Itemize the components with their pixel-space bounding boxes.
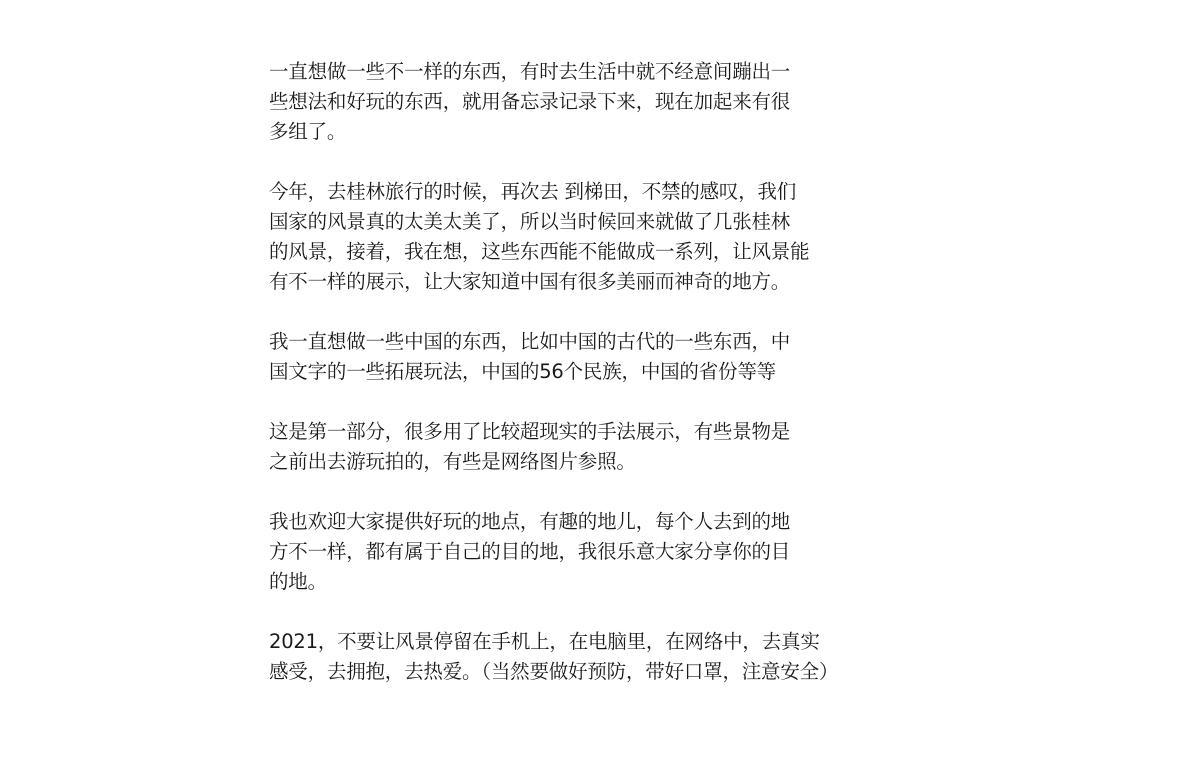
paragraph-intro: 一直想做一些不一样的东西，有时去生活中就不经意间蹦出一 些想法和好玩的东西，就用备忘录记录下来，现在加起来有很 多组了。 <box>269 60 791 143</box>
article-body <box>269 57 844 687</box>
paragraph-invitation: 我也欢迎大家提供好玩的地点，有趣的地儿，每个人去到的地 方不一样，都有属于自己的目的地，我很乐意大家分享你的目 的地。 <box>269 510 791 593</box>
paragraph-guilin-trip: 今年，去桂林旅行的时候，再次去 到梯田，不禁的感叹，我们 国家的风景真的太美太美了，所以当时候回来就做了几张桂林 的风景，接着，我在想，这些东西能不能做成一系列，让风景能 有不一样的展示，让大家知道中国有很多美丽而神奇的地方。 <box>269 180 810 293</box>
paragraph-closing: 2021，不要让风景停留在手机上，在电脑里，在网络中，去真实 感受，去拥抱，去热爱。（当然要做好预防，带好口罩，注意安全） <box>269 630 839 683</box>
paragraph-part-one: 这是第一部分，很多用了比较超现实的手法展示，有些景物是 之前出去游玩拍的，有些是网络图片参照。 <box>269 420 791 473</box>
paragraph-china-themes: 我一直想做一些中国的东西，比如中国的古代的一些东西，中 国文字的一些拓展玩法，中国的56个民族，中国的省份等等 <box>269 330 791 383</box>
